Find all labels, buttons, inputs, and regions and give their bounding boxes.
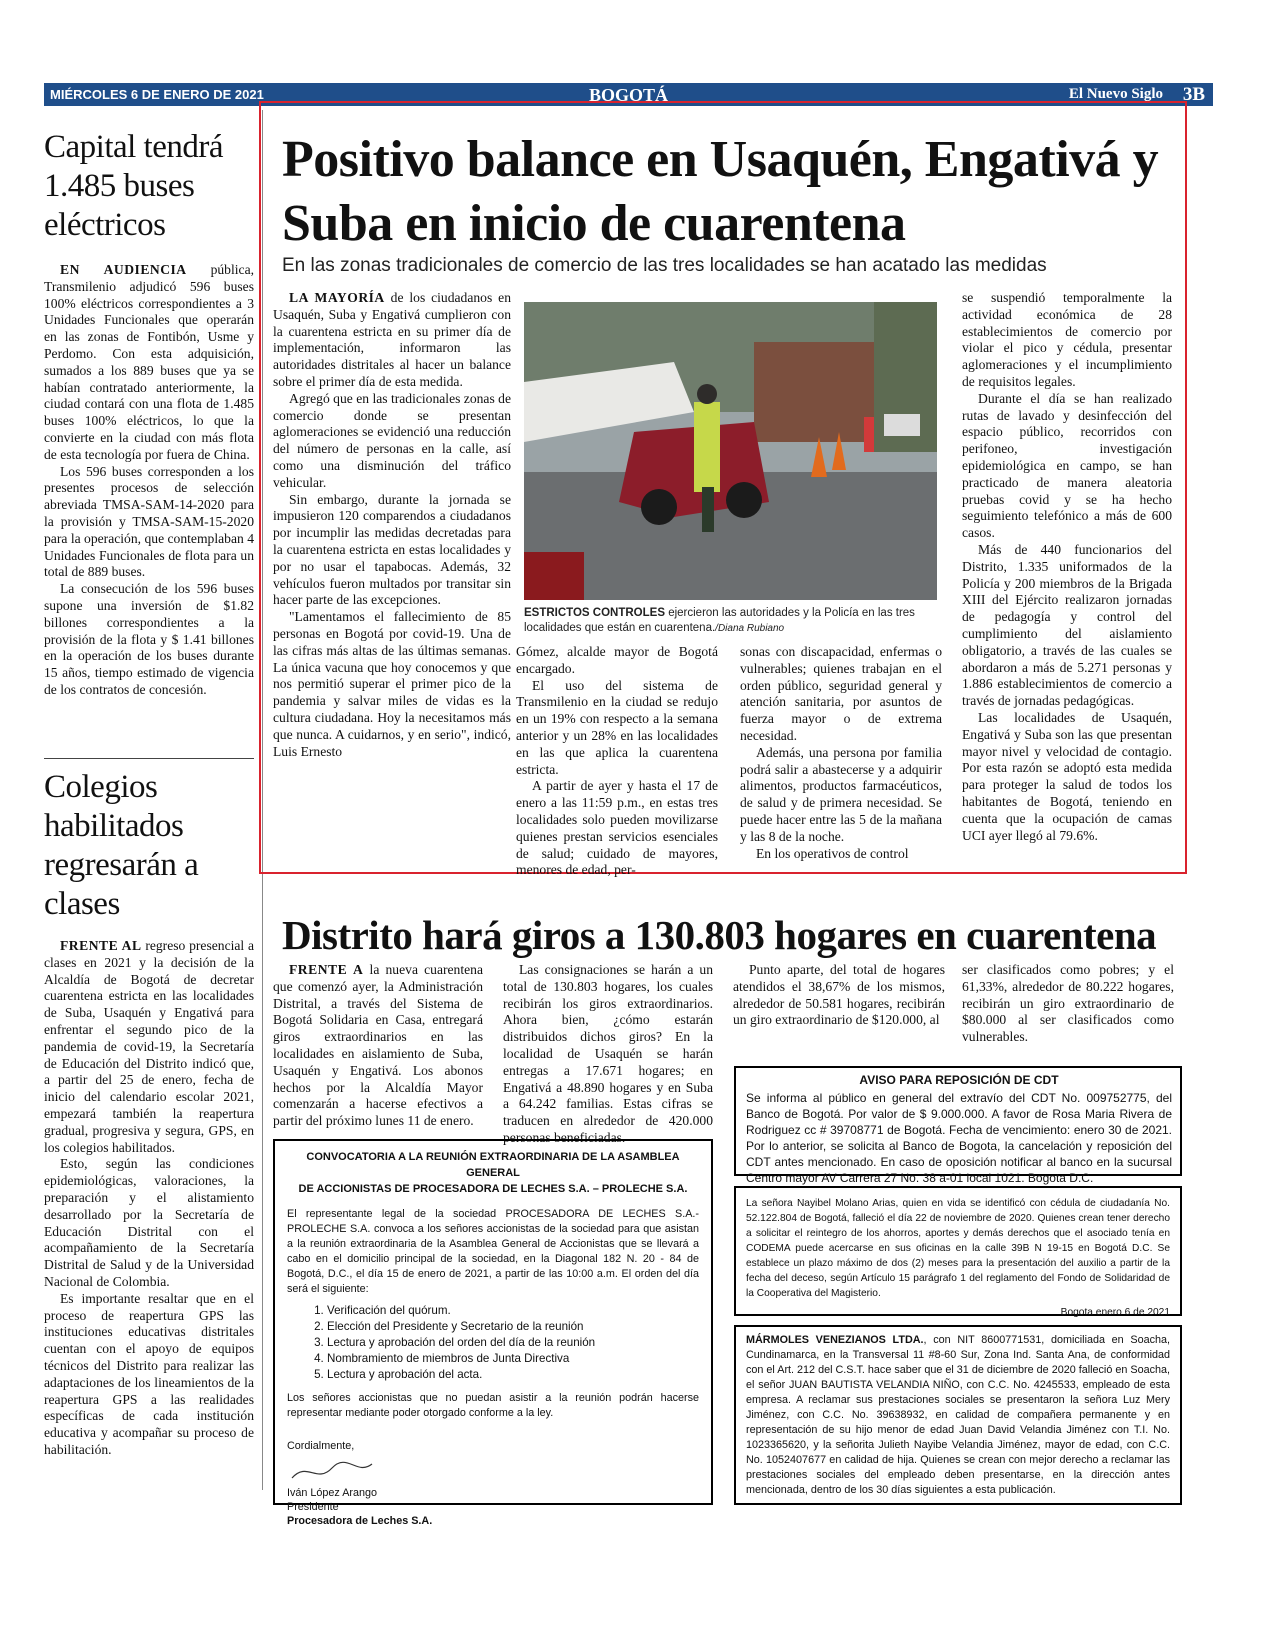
notice-marmoles [734, 1325, 1182, 1505]
story-body [44, 938, 254, 1459]
signer-role: Presidente [287, 1501, 339, 1514]
paragraph: Esto, según las condiciones epidemiológicas, valoraciones, la preparación y el alistamiento desarrollado por la Secretaría de Educación Distrital con el acompañamiento de la Secretaría Distrital de Salud y de la Universidad Nacional de Colombia. [44, 1156, 254, 1289]
issue-date: MIÉRCOLES 6 DE ENERO DE 2021 [50, 87, 264, 102]
paragraph: Además, una persona por familia podrá salir a abastecerse y a adquirir alimentos, productos farmacéuticos, de salud y de primera necesidad. Se puede hacer entre las 5 de la mañana y las 8 de la noche. [740, 744, 942, 844]
story-lead: EN AUDIENCIA [60, 262, 187, 277]
paragraph: de los ciudadanos en Usaquén, Suba y Engativá cumplieron con la cuarentena estricta en su primer día de implementación, informaron las autoridades distritales al hacer un balance sobre el primer día de esta medida. [273, 290, 511, 389]
main-story-col3 [740, 644, 942, 862]
second-story-col4 [962, 962, 1174, 1046]
main-headline: Positivo balance en Usaquén, Engativá y Suba en inicio de cuarentena [282, 131, 1159, 252]
story-lead: LA MAYORÍA [289, 290, 385, 305]
notice-title-line2: DE ACCIONISTAS DE PROCESADORA DE LECHES S.A. – PROLECHE S.A. [298, 1183, 688, 1195]
agenda-item: 2. Elección del Presidente y Secretario de la reunión [327, 1319, 699, 1335]
photo-credit: /Diana Rubiano [715, 623, 785, 634]
closing: Cordialmente, [287, 1440, 355, 1452]
page-number: 3B [1182, 84, 1205, 105]
second-story-col3 [733, 962, 945, 1029]
notice-note: Los señores accionistas que no puedan asistir a la reunión podrán hacerse representar mediante poder otorgado conforme a la ley. [287, 1392, 699, 1419]
signer-name: Iván López Arango [287, 1487, 378, 1500]
story-body [44, 262, 254, 699]
story-headline: Capital tendrá 1.485 buses eléctricos [44, 129, 224, 243]
paragraph: Las consignaciones se harán a un total de 130.803 hogares, los cuales recibirán los giros extraordinarios. Ahora bien, ¿cómo estarán distribuidos dichos giros? En la localidad de Usaquén se harán entregas a 17.671 hogares; en Engativá a 48.890 hogares y en Suba a 64.242 familias. Estas cifras se traducen en alrededor de 420.000 personas beneficiadas. [503, 962, 713, 1145]
notice-text [746, 1333, 1170, 1498]
section-name: BOGOTÁ [588, 85, 668, 105]
paragraph: Punto aparte, del total de hogares atendidos el 38,67% de los mismos, alrededor de 50.581 hogares, recibirán un giro extraordinario de $120.000, al [733, 962, 945, 1028]
main-subheadline: En las zonas tradicionales de comercio de las tres localidades se han acatado las medidas [282, 255, 1047, 276]
paragraph: Durante el día se han realizado rutas de lavado y desinfección del espacio público, recorridos con perifoneo, investigación epidemiológica en campo, se han practicado de manera aleatoria pruebas covid y se ha hecho seguimiento telefónico a más de 600 casos. [962, 390, 1172, 541]
paragraph: Los 596 buses corresponden a los presentes procesos de selección abreviada TMSA-SAM-14-2020 para la provisión y TMSA-SAM-15-2020 para la operación, que contemplaban 4 Unidades Funcionales de flota para un total de 889 buses. [44, 463, 254, 580]
photo-caption [524, 606, 944, 636]
paragraph: "Lamentamos el fallecimiento de 85 personas en Bogotá por covid-19. Una de las cifras más altas de las últimas semanas. La única vacuna que hoy conocemos y que nos permitió superar el primer pico de la pandemia y salvar miles de vidas es la cultura ciudadana. Hoy la necesitamos más que nunca. A cuidarnos, y en serio", indicó, Luis Ernesto [273, 609, 511, 759]
caption-text: ejercieron las autoridades y la Policía en las tres localidades que están en cuarentena. [524, 607, 915, 634]
notice-intro: El representante legal de la sociedad PROCESADORA DE LECHES S.A.- PROLECHE S.A. convoca a los señores accionistas de la sociedad para que asistan a la reunión extraordinaria de la Asamblea General de Accionistas que se llevará a cabo en el domicilio principal de la sociedad, en la Diagonal 182 N. 20 - 84 de Bogotá, D.C., el día 15 de enero de 2021, a partir de las 10:00 a.m. El orden del día será el siguiente: [287, 1208, 699, 1295]
agenda-item: 4. Nombramiento de miembros de Junta Directiva [327, 1351, 699, 1367]
agenda-item: 1. Verificación del quórum. [327, 1303, 699, 1319]
notice-codema [734, 1186, 1182, 1316]
agenda-list [327, 1303, 699, 1383]
paragraph: En los operativos de control [756, 845, 909, 861]
paragraph: Gómez, alcalde mayor de Bogotá encargado. [516, 644, 718, 676]
paragraph: ser clasificados como pobres; y el 61,33%, alrededor de 80.222 hogares, recibirán un giro extraordinario de $80.000 al ser clasificados como vulnerables. [962, 962, 1174, 1045]
company-name: Procesadora de Leches S.A. [287, 1515, 433, 1528]
paragraph: La consecución de los 596 buses supone una inversión de $1.82 billones correspondientes a la provisión de la flota y $ 1.41 billones en la operación de los buses durante 15 años, tiempo estimado de vigencia de los contratos de concesión. [44, 581, 254, 697]
paragraph: sonas con discapacidad, enfermas o vulnerables; quienes trabajan en el orden público, seguridad general y atención sanitaria, por asuntos de fuerza mayor o de extrema necesidad. [740, 644, 942, 743]
paragraph: pública, Transmilenio adjudicó 596 buses 100% eléctricos correspondientes a 3 Unidades Funcionales que operarán en las zonas de Fontibón, Usme y Perdomo. Con esta adquisición, sumados a los 889 buses que ya se habían contratado anteriormente, la ciudad contará con una flota de 1.485 buses 100% eléctricos, lo que la convierte en la ciudad con más flota de esta tecnología por fuera de China. [44, 262, 254, 462]
notice-body: , con NIT 8600771531, domiciliada en Soacha, Cundinamarca, en la Transversal 11 #8-60 Sur, Zona Ind. Santa Ana, de conformidad con el Art. 212 del C.S.T. hace saber que el 31 de diciembre de 2020 falleció en Soacha, el señor JUAN BAUTISTA VELANDIA NIÑO, con C.C. No. 4245533, empleado de esta empresa. A reclamar sus prestaciones sociales se presentaron la señora Luz Mery Jiménez, con C.C. No. 39638932, en calidad de compañera permanente y en representación de su hijo menor de edad Juan David Velandia Jiménez con T.I. No. 1023365620, y la señorita Julieth Nayibe Velandia Jiménez, mayor de edad, con C.C. No. 1052407677 en calidad de hija. Quienes se crean con mejor derecho a reclamar las prestaciones sociales del empleado deben presentarse, en la dirección antes mencionada, dentro de los 30 días siguientes a esta publicación. [746, 1334, 1170, 1496]
main-story-col2 [516, 644, 718, 879]
agenda-item: 5. Lectura y aprobación del acta. [327, 1367, 699, 1383]
paragraph: Las localidades de Usaquén, Engativá y Suba son las que presentan mayor nivel y velocidad de contagio. Por esta razón se adoptó esta medida para proteger la salud de todos los habitantes de Bogotá, teniendo en cuenta que la ocupación de camas UCI ayer llegó al 79.6%. [962, 709, 1172, 843]
paragraph: se suspendió temporalmente la actividad económica de 28 establecimientos de comercio por violar el pico y cédula, presentar aglomeraciones y el incumplimiento de requisitos legales. [962, 290, 1172, 389]
story-headline: Colegios habilitados regresarán a clases [44, 769, 199, 922]
second-story-col2 [503, 962, 713, 1147]
main-story-col4 [962, 290, 1172, 844]
paragraph: Más de 440 funcionarios del Distrito, 1.335 uniformados de la Policía y 200 miembros de la Brigada XIII del Ejército realizaron jornadas de pedagogía y control del cumplimiento del aislamiento obligatorio, a través de las cuales se abordaron a más de 5.271 personas y 1.886 establecimientos de comercio a través de jornadas pedagógicas. [962, 541, 1172, 709]
notice-text: La señora Nayibel Molano Arias, quien en vida se identificó con cédula de ciudadanía No. 52.122.804 de Bogotá, falleció el día 22 de noviembre de 2020. Quienes crean tener derecho a solicitar el reintegro de los ahorros, aportes y demás derechos que el asociado tenía en CODEMA puede acercarse en sus oficinas en la calle 39B N 19-15 en Bogotá D.C. Se establece un plazo máximo de dos (2) meses para la presentación del auxilio a partir de la fecha del deceso, según Artículo 15 parágrafo 1 del reglamento del Fondo de Solidaridad de la Cooperativa del Magisterio. [746, 1198, 1170, 1299]
paragraph: regreso presencial a clases en 2021 y la decisión de la Alcaldía de Bogotá de decretar cuarentena estricta en las localidades de Suba, Usaquén y Engativá para enfrentar el segundo pico de la pandemia de covid-19, la Secretaría de Educación del Distrito indicó que, a partir del 25 de enero, fecha de inicio del calendario escolar 2021, empezará también la reapertura gradual, progresiva y segura, GPS, en los colegios habilitados. [44, 938, 254, 1155]
second-headline: Distrito hará giros a 130.803 hogares en cuarentena [282, 912, 1157, 958]
newspaper-name: El Nuevo Siglo [1068, 86, 1163, 102]
main-story-col1 [273, 290, 511, 760]
company-name: MÁRMOLES VENEZIANOS LTDA. [746, 1334, 924, 1346]
notice-title: AVISO PARA REPOSICIÓN DE CDT [859, 1073, 1059, 1087]
paragraph: la nueva cuarentena que comenzó ayer, la Administración Distrital, a través del Sistema de Bogotá Solidaria en Casa, entregará giros extraordinarios en las localidades en aislamiento de Suba, Usaquén y Engativá. Los abonos hechos por la Alcaldía Mayor comenzarán a hacerse efectivos a partir del próximo lunes 11 de enero. [273, 962, 483, 1129]
notice-title-line1: CONVOCATORIA A LA REUNIÓN EXTRAORDINARIA DE LA ASAMBLEA GENERAL [306, 1151, 680, 1179]
news-photo [524, 302, 937, 600]
notice-cdt [734, 1066, 1182, 1185]
paragraph: Sin embargo, durante la jornada se impusieron 120 comparendos a ciudadanos por incumplir las medidas decretadas para la cuarentena estricta en estas localidades y por no usar el tapabocas. Además, 32 vehículos fueron multados por transitar sin hacer parte de las excepciones. [273, 491, 511, 608]
second-story-col1 [273, 962, 483, 1130]
left-story-schools [44, 768, 254, 1459]
signature-icon [287, 1456, 377, 1486]
agenda-item: 3. Lectura y aprobación del orden del día de la reunión [327, 1335, 699, 1351]
notice-proleche [273, 1139, 713, 1528]
divider [44, 758, 254, 759]
story-lead: FRENTE A [289, 962, 364, 977]
paragraph: El uso del sistema de Transmilenio en la ciudad se redujo en un 19% con respecto a la semana anterior y un 28% en las localidades en las que aplica la cuarentena estricta. [516, 677, 718, 777]
caption-lead: ESTRICTOS CONTROLES [524, 607, 665, 619]
paragraph: Agregó que en las tradicionales zonas de comercio donde se presentan aglomeraciones se evidenció una reducción del número de personas en la calle, así como una disminución del tráfico vehicular. [273, 390, 511, 490]
story-lead: FRENTE AL [60, 938, 142, 953]
left-story-buses [44, 128, 254, 699]
photo-illustration [524, 302, 937, 600]
paragraph: A partir de ayer y hasta el 17 de enero a las 11:59 p.m., en estas tres localidades solo pueden movilizarse quienes prestan servicios esenciales de salud; cuidado de mayores, menores de edad, per- [516, 778, 718, 878]
notice-text: Se informa al público en general del extravío del CDT No. 009752775, del Banco de Bogotá. Por valor de $ 9.000.000. A favor de Rosa Maria Rivera de Rodriguez cc # 39708771 de Bogotá. Fecha de vencimiento: enero 30 de 2021. Por lo anterior, se solicita al Banco de Bogota, la cancelación y reposición del CDT antes mencionado. En caso de oposición notificar al banco en la sucursal Centro mayor AV Carrera 27 No. 38 a-01 local 1021. Bogota D.C. [746, 1091, 1172, 1185]
notice-date: Bogota enero 6 de 2021 [1060, 1307, 1170, 1318]
paragraph: Es importante resaltar que en el proceso de reapertura GPS las instituciones educativas distritales cuentan con el apoyo de equipos técnicos del Distrito para realizar las adaptaciones de los lineamientos de la reapertura GPS a las realidades específicas de cada institución educativa y acompañar su proceso de habilitación. [44, 1290, 254, 1457]
